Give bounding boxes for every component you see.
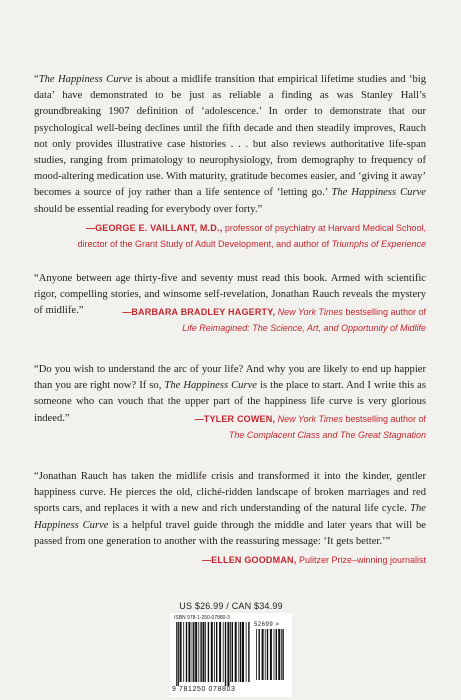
isbn-label: ISBN 978-1-250-07880-3 bbox=[174, 615, 230, 621]
blurb-hagerty bbox=[34, 271, 426, 336]
blurb-text: “The Happiness Curve is about a midlife transition that empirical lifetime studies and ‘big data’ have demonstrated to be just as reliable a finding as was Stanley Hall’s groundbreaking 1907 definition of ‘adolescence.’ In order to demonstrate that our psychological well-being declines until the fifth decade and then steadily improves, Rauch not only provides illustrative case histories . . . but also reviews authoritative life-span studies, ranging from primatology to neurophysiology, from demography to frequency of mood-altering medication use. With maturity, gratitude becomes easier, and ‘giving it away’ becomes a source of joy rather than a life sentence of ‘letting go.’ The Happiness Curve should be essential reading for everybody over forty.” bbox=[34, 74, 427, 215]
barcode bbox=[170, 613, 292, 697]
barcode-addon-bars bbox=[256, 629, 286, 684]
price-label: US $26.99 / CAN $34.99 bbox=[179, 601, 283, 611]
price-barcode-block bbox=[170, 601, 292, 697]
barcode-main-bars bbox=[176, 622, 252, 686]
blurb-attribution: —TYLER COWEN, New York Times bestselling author of The Complacent Class and The Great Stagnation bbox=[194, 413, 426, 440]
blurb-text: “Jonathan Rauch has taken the midlife crisis and transformed it into the kinder, gentler happiness curve. He pierces the old, cliché-ridden landscape of broken marriages and red sports cars, and replaces it with a new and rich understanding of the natural life cycle. The Happiness Curve is a helpful travel guide through the middle and later years that will be passed from one generation to another with the reassuring message: ‘It gets better.’” bbox=[34, 471, 426, 547]
barcode-digits: 9 781250 078803 bbox=[172, 686, 236, 693]
blurb-text: “Do you wish to understand the arc of your life? And why you are likely to end up happier than you are right now? If so, The Happiness Curve is the place to start. And I write this as someone who can vouch that the upper part of the happiness life curve is very glorious indeed.” bbox=[34, 364, 426, 424]
blurb-attribution: —BARBARA BRADLEY HAGERTY, New York Times bestselling author of Life Reimagined: The Science, Art, and Opportunity of Midlife bbox=[122, 306, 426, 333]
blurb-attribution: —GEORGE E. VAILLANT, M.D., professor of psychiatry at Harvard Medical School, director of the Grant Study of Adult Development, and author of Triumphs of Experience bbox=[77, 222, 426, 249]
blurb-vaillant bbox=[34, 72, 426, 252]
blurb-attribution: —ELLEN GOODMAN, Pulitzer Prize–winning journalist bbox=[202, 555, 426, 566]
barcode-addon-number: 52699 > bbox=[254, 622, 280, 628]
blurb-cowen bbox=[34, 362, 426, 443]
blurb-goodman bbox=[34, 469, 426, 568]
blurb-text: “Anyone between age thirty-five and seventy must read this book. Armed with scientific rigor, compelling stories, and winsome self-revelation, Jonathan Rauch reveals the mystery of midlife.” bbox=[34, 273, 426, 317]
